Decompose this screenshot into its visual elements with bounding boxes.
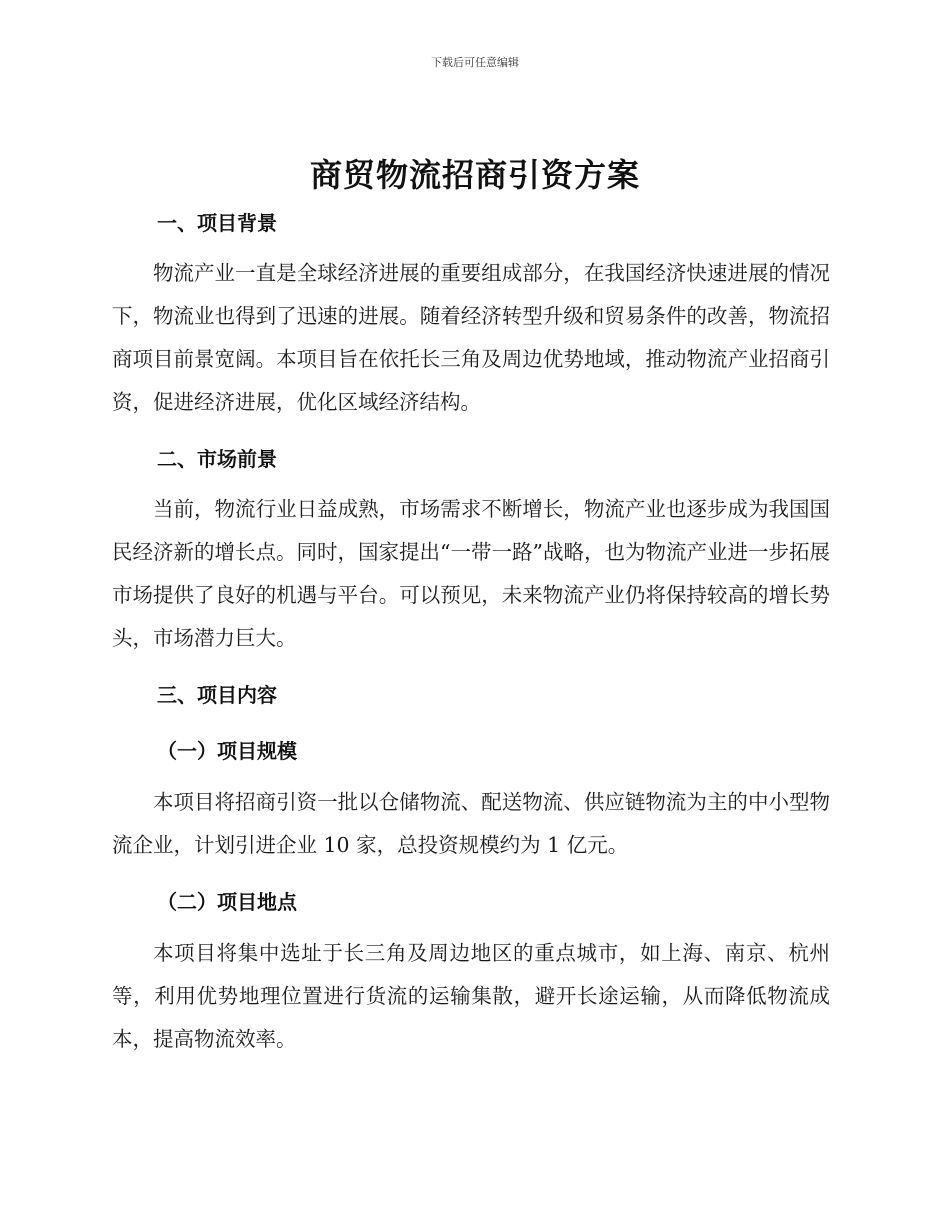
section-paragraph-background: 物流产业一直是全球经济进展的重要组成部分，在我国经济快速进展的情况下，物流业也得到了迅速的进展。随着经济转型升级和贸易条件的改善，物流招商项目前景宽阔。本项目旨在依托长三角及周边优势地域，推动物流产业招商引资，促进经济进展，优化区域经济结构。: [112, 261, 830, 414]
section-heading-market: 二、市场前景: [157, 447, 277, 471]
section-paragraph-market: 当前，物流行业日益成熟，市场需求不断增长，物流产业也逐步成为我国国民经济新的增长点。同时，国家提出“一带一路”战略，也为物流产业进一步拓展市场提供了良好的机遇与平台。可以预见，未来物流产业仍将保持较高的增长势头，市场潜力巨大。: [112, 497, 830, 650]
subsection-paragraph-scale: 本项目将招商引资一批以仓储物流、配送物流、供应链物流为主的中小型物流企业，计划引进企业 10 家，总投资规模约为 1 亿元。: [112, 790, 830, 857]
section-heading-background: 一、项目背景: [157, 211, 277, 235]
header-note: 下载后可任意编辑: [431, 56, 519, 69]
document-title: 商贸物流招商引资方案: [309, 156, 640, 194]
subsection-heading-location: （二）项目地点: [157, 890, 297, 914]
subsection-heading-scale: （一）项目规模: [157, 739, 297, 763]
subsection-paragraph-location: 本项目将集中选址于长三角及周边地区的重点城市，如上海、南京、杭州等，利用优势地理位置进行货流的运输集散，避开长途运输，从而降低物流成本，提高物流效率。: [112, 941, 830, 1051]
section-heading-content: 三、项目内容: [157, 683, 277, 707]
